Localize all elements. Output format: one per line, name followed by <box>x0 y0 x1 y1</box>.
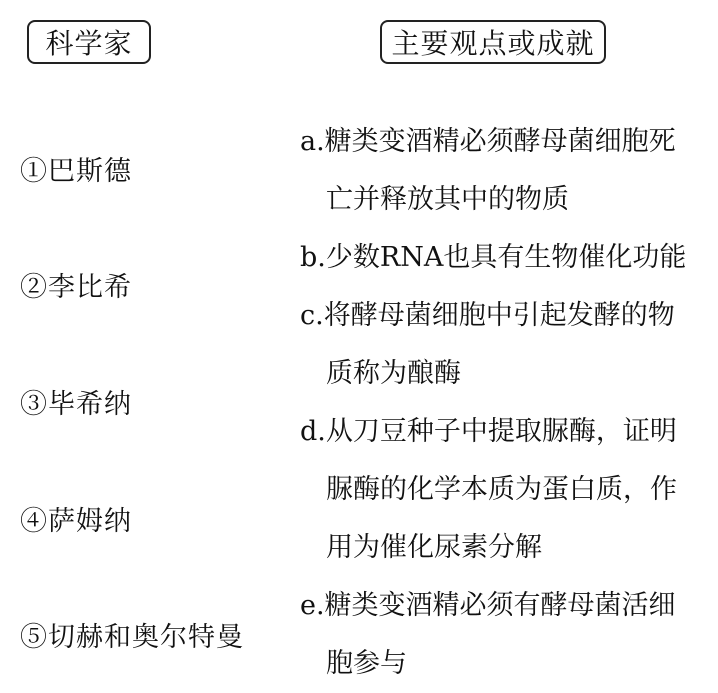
scientist-2: ②李比希 <box>20 272 132 303</box>
view-b-line-1: b.少数RNA也具有生物催化功能 <box>300 242 687 273</box>
view-d-line-2: 脲酶的化学本质为蛋白质，作 <box>326 474 677 505</box>
view-e <box>300 577 705 693</box>
view-a-line-2: 亡并释放其中的物质 <box>326 184 569 215</box>
view-d-line-3: 用为催化尿素分解 <box>326 532 542 563</box>
view-c <box>300 287 705 403</box>
view-b <box>300 229 705 287</box>
scientist-header-label: 科学家 <box>45 27 133 60</box>
scientist-header-box <box>27 20 151 64</box>
scientist-5: ⑤切赫和奥尔特曼 <box>20 622 244 653</box>
view-a <box>300 113 705 229</box>
view-d <box>300 403 705 577</box>
view-header-label: 主要观点或成就 <box>391 27 595 60</box>
view-a-line-1: a.糖类变酒精必须酵母菌细胞死 <box>300 126 676 157</box>
scientist-4: ④萨姆纳 <box>20 506 132 537</box>
view-e-line-1: e.糖类变酒精必须有酵母菌活细 <box>300 590 676 621</box>
view-c-line-2: 质称为酿酶 <box>326 358 461 389</box>
view-d-line-1: d.从刀豆种子中提取脲酶，证明 <box>300 416 677 447</box>
view-header-box <box>380 20 606 64</box>
scientist-3: ③毕希纳 <box>20 389 132 420</box>
scientist-1: ①巴斯德 <box>20 156 132 187</box>
view-e-line-2: 胞参与 <box>326 648 407 679</box>
view-c-line-1: c.将酵母菌细胞中引起发酵的物 <box>300 300 675 331</box>
